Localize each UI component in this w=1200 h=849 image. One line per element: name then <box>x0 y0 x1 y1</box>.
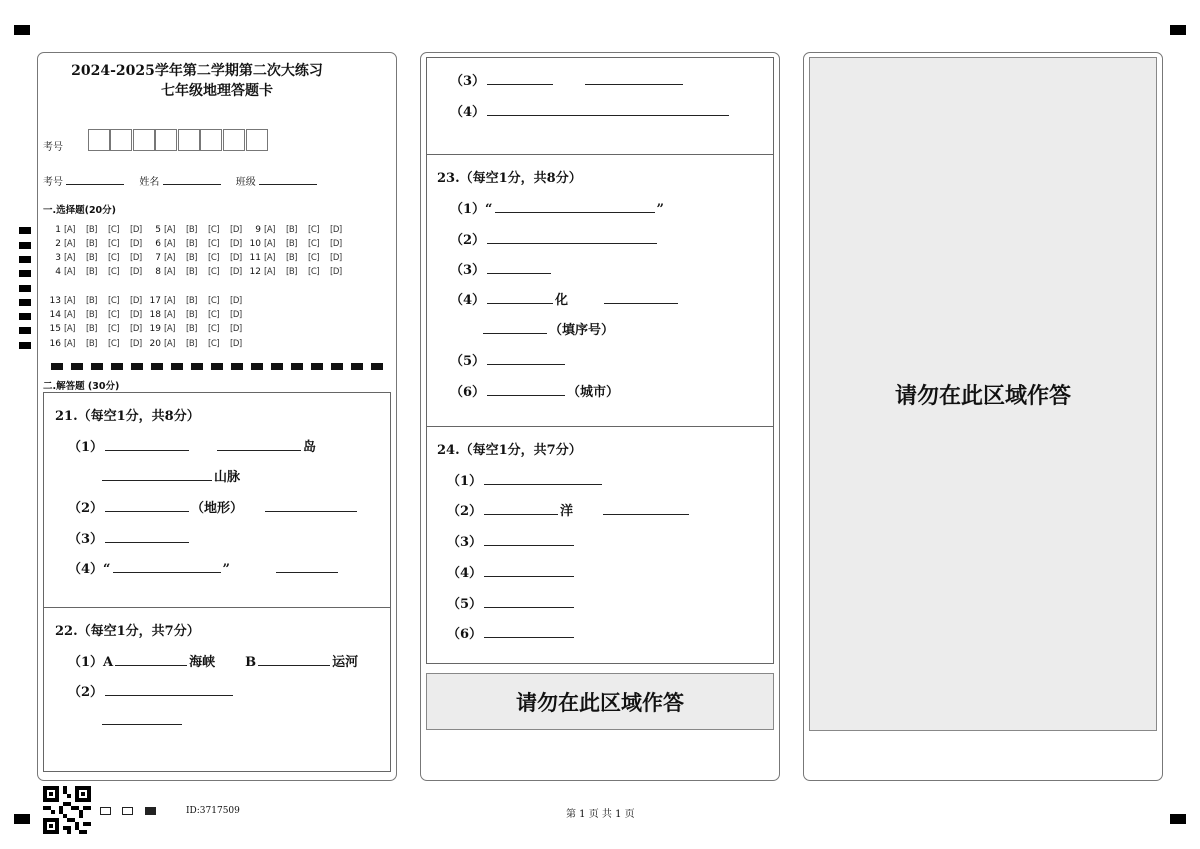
mc-question-13 <box>48 296 152 306</box>
q21-blank7[interactable] <box>113 560 221 573</box>
sheet-title-line2: 七年级地理答题卡 <box>161 83 273 99</box>
mc-option-bubble[interactable]: [A] <box>64 310 75 320</box>
footer-box-2 <box>122 807 133 815</box>
q23-row5: （5） <box>450 350 567 369</box>
qr-code-icon <box>43 786 91 834</box>
separator-dash <box>171 363 183 370</box>
q22-blank3[interactable] <box>102 712 182 725</box>
mc-option-bubble[interactable]: [C] <box>108 339 120 349</box>
corner-mark-bottom-left <box>14 814 30 824</box>
mc-option-bubble[interactable]: [A] <box>64 239 75 249</box>
mc-option-bubble[interactable]: [C] <box>308 239 320 249</box>
mc-question-number: 8 <box>155 267 161 277</box>
q23-blank1[interactable] <box>495 200 655 213</box>
mc-option-bubble[interactable]: [C] <box>208 253 220 263</box>
q21-blank1[interactable] <box>105 438 189 451</box>
footer-box-3 <box>145 807 156 815</box>
mc-question-number: 2 <box>55 239 61 249</box>
mc-option-bubble[interactable]: [B] <box>186 267 197 277</box>
mc-option-bubble[interactable]: [D] <box>230 225 242 235</box>
q24-blank7[interactable] <box>484 625 574 638</box>
q24-blank4[interactable] <box>484 533 574 546</box>
mc-option-bubble[interactable]: [C] <box>308 253 320 263</box>
q24-blank5[interactable] <box>484 564 574 577</box>
separator-dash <box>71 363 83 370</box>
mc-question-6 <box>148 239 252 249</box>
mc-option-bubble[interactable]: [B] <box>86 239 97 249</box>
q23-row4b: （填序号） <box>481 319 614 338</box>
mc-option-bubble[interactable]: [B] <box>286 239 297 249</box>
q21-blank8[interactable] <box>276 560 338 573</box>
mc-question-19 <box>148 324 252 334</box>
q24-row6: （6） <box>447 623 576 642</box>
student-info-row <box>43 172 317 188</box>
separator-dash <box>291 363 303 370</box>
q21-blank5[interactable] <box>265 499 357 512</box>
mc-question-number: 6 <box>155 239 161 249</box>
mc-option-bubble[interactable]: [D] <box>130 339 142 349</box>
mc-option-bubble[interactable]: [A] <box>164 310 175 320</box>
separator-dash <box>331 363 343 370</box>
q22-heading: 22.（每空1分，共7分） <box>55 624 200 639</box>
mc-question-14 <box>48 310 152 320</box>
q22-row1: （1）A 海峡 B 运河 <box>68 655 359 670</box>
q24-heading: 24.（每空1分，共7分） <box>437 443 582 458</box>
mc-question-number: 13 <box>49 296 61 306</box>
mc-option-bubble[interactable]: [B] <box>86 225 97 235</box>
mc-option-bubble[interactable]: [C] <box>208 239 220 249</box>
separator-dash <box>191 363 203 370</box>
mc-option-bubble[interactable]: [C] <box>108 239 120 249</box>
mc-option-bubble[interactable]: [B] <box>86 296 97 306</box>
separator-dash <box>371 363 383 370</box>
mc-option-bubble[interactable]: [C] <box>108 253 120 263</box>
mc-option-bubble[interactable]: [A] <box>164 253 175 263</box>
mc-option-bubble[interactable]: [A] <box>164 225 175 235</box>
separator-dash <box>151 363 163 370</box>
q22-blank6[interactable] <box>487 103 729 116</box>
q22-row2: （2） <box>68 681 235 700</box>
mc-option-bubble[interactable]: [C] <box>208 296 220 306</box>
q23-blank7[interactable] <box>487 352 565 365</box>
corner-mark-top-left <box>14 25 30 35</box>
mc-option-bubble[interactable]: [C] <box>208 310 220 320</box>
mc-option-bubble[interactable]: [A] <box>164 296 175 306</box>
mc-option-bubble[interactable]: [D] <box>230 296 242 306</box>
mc-option-bubble[interactable]: [C] <box>308 267 320 277</box>
exam-no-field[interactable] <box>66 172 124 185</box>
mc-option-bubble[interactable]: [B] <box>186 296 197 306</box>
mc-question-1 <box>48 225 152 235</box>
mc-option-bubble[interactable]: [D] <box>230 267 242 277</box>
mc-question-5 <box>148 225 252 235</box>
sheet-title-line1: 2024-2025学年第二学期第二次大练习 <box>71 63 323 79</box>
mc-option-bubble[interactable]: [D] <box>230 253 242 263</box>
q23-blank3[interactable] <box>487 261 551 274</box>
q22-row4: （4） <box>450 101 731 120</box>
mc-question-2 <box>48 239 152 249</box>
mc-option-bubble[interactable]: [A] <box>264 239 275 249</box>
q23-heading: 23.（每空1分，共8分） <box>437 171 582 186</box>
q23-row1: （1）“ ” <box>450 202 665 217</box>
mc-option-bubble[interactable]: [C] <box>208 324 220 334</box>
name-field[interactable] <box>163 172 221 185</box>
mc-option-bubble[interactable]: [A] <box>164 267 175 277</box>
mc-option-bubble[interactable]: [B] <box>186 253 197 263</box>
mc-option-bubble[interactable]: [A] <box>164 339 175 349</box>
mc-question-number: 10 <box>249 239 261 249</box>
separator-dash <box>351 363 363 370</box>
mc-option-bubble[interactable]: [A] <box>64 339 75 349</box>
mc-option-bubble[interactable]: [A] <box>264 267 275 277</box>
mc-option-bubble[interactable]: [D] <box>130 239 142 249</box>
section2-title: 二.解答题 (30分) <box>43 381 120 392</box>
q23-blank8[interactable] <box>487 383 565 396</box>
separator-dash <box>311 363 323 370</box>
mc-option-bubble[interactable]: [D] <box>330 239 342 249</box>
mc-question-number: 9 <box>255 225 261 235</box>
mc-question-4 <box>48 267 152 277</box>
q21-blank4[interactable] <box>105 499 189 512</box>
separator-dash <box>51 363 63 370</box>
mc-option-bubble[interactable]: [B] <box>286 253 297 263</box>
mc-question-3 <box>48 253 152 263</box>
mc-option-bubble[interactable]: [A] <box>264 253 275 263</box>
mc-question-11 <box>248 253 352 263</box>
mc-option-bubble[interactable]: [B] <box>186 339 197 349</box>
mc-question-number: 19 <box>149 324 161 334</box>
mc-option-bubble[interactable]: [B] <box>186 310 197 320</box>
q21-blank6[interactable] <box>105 530 189 543</box>
mc-option-bubble[interactable]: [D] <box>130 267 142 277</box>
mc-question-number: 14 <box>49 310 61 320</box>
mc-question-20 <box>148 339 252 349</box>
mc-question-number: 12 <box>249 267 261 277</box>
mc-option-bubble[interactable]: [B] <box>186 225 197 235</box>
mc-option-bubble[interactable]: [D] <box>130 310 142 320</box>
no-answer-area-right: 请勿在此区域作答 <box>809 57 1157 731</box>
mc-option-bubble[interactable]: [D] <box>230 310 242 320</box>
mc-option-bubble[interactable]: [B] <box>86 324 97 334</box>
mc-option-bubble[interactable]: [B] <box>286 267 297 277</box>
separator-dash <box>251 363 263 370</box>
q23-row6: （6） （城市） <box>450 385 620 400</box>
q22-blank4[interactable] <box>487 72 553 85</box>
q21-row2: （2） （地形） <box>68 497 359 516</box>
mc-option-bubble[interactable]: [B] <box>86 267 97 277</box>
q21-row4: （4）“ ” <box>68 558 340 577</box>
mc-question-17 <box>148 296 252 306</box>
q23-blank4[interactable] <box>487 291 553 304</box>
q21-blank3[interactable] <box>102 468 212 481</box>
footer-box-1 <box>100 807 111 815</box>
mc-option-bubble[interactable]: [C] <box>208 225 220 235</box>
mc-option-bubble[interactable]: [B] <box>186 324 197 334</box>
mc-option-bubble[interactable]: [C] <box>108 310 120 320</box>
mc-option-bubble[interactable]: [D] <box>130 324 142 334</box>
class-field[interactable] <box>259 172 317 185</box>
mc-question-8 <box>148 267 252 277</box>
q24-row3: （3） <box>447 531 576 550</box>
q24-blank6[interactable] <box>484 595 574 608</box>
q21-row3: （3） <box>68 528 191 547</box>
mc-option-bubble[interactable]: [D] <box>230 324 242 334</box>
mc-question-15 <box>48 324 152 334</box>
mc-question-number: 7 <box>155 253 161 263</box>
q24-blank2[interactable] <box>484 502 558 515</box>
q23-blank6[interactable] <box>483 321 547 334</box>
corner-mark-bottom-right <box>1170 814 1186 824</box>
mc-option-bubble[interactable]: [D] <box>330 267 342 277</box>
mc-option-bubble[interactable]: [B] <box>86 310 97 320</box>
separator-dash <box>91 363 103 370</box>
mc-question-9 <box>248 225 352 235</box>
separator-dash <box>211 363 223 370</box>
mc-question-7 <box>148 253 252 263</box>
mc-option-bubble[interactable]: [C] <box>208 267 220 277</box>
q23-blank5[interactable] <box>604 291 678 304</box>
mc-question-number: 4 <box>55 267 61 277</box>
q21-row1b: 山脉 <box>100 466 240 485</box>
mc-option-bubble[interactable]: [A] <box>64 296 75 306</box>
mc-question-number: 17 <box>149 296 161 306</box>
q21-blank2[interactable] <box>217 438 301 451</box>
mc-option-bubble[interactable]: [A] <box>64 324 75 334</box>
no-answer-area-middle: 请勿在此区域作答 <box>426 673 774 730</box>
exam-no-label-2: 考号 <box>43 177 63 188</box>
mc-option-bubble[interactable]: [D] <box>130 296 142 306</box>
mc-option-bubble[interactable]: [A] <box>64 267 75 277</box>
mc-question-number: 20 <box>149 339 161 349</box>
mc-question-number: 3 <box>55 253 61 263</box>
corner-mark-top-right <box>1170 25 1186 35</box>
q24-row5: （5） <box>447 593 576 612</box>
mc-question-12 <box>248 267 352 277</box>
mc-option-bubble[interactable]: [C] <box>108 267 120 277</box>
mc-option-bubble[interactable]: [C] <box>308 225 320 235</box>
q22-blank-a[interactable] <box>115 653 187 666</box>
exam-no-label: 考号 <box>43 142 63 153</box>
mc-option-bubble[interactable]: [A] <box>264 225 275 235</box>
mc-option-bubble[interactable]: [D] <box>230 339 242 349</box>
mc-option-bubble[interactable]: [B] <box>86 339 97 349</box>
mc-option-bubble[interactable]: [A] <box>164 324 175 334</box>
mc-option-bubble[interactable]: [B] <box>86 253 97 263</box>
separator-dash <box>231 363 243 370</box>
mc-option-bubble[interactable]: [C] <box>108 324 120 334</box>
separator-dash <box>131 363 143 370</box>
mc-question-number: 11 <box>249 253 261 263</box>
mc-question-number: 18 <box>149 310 161 320</box>
mc-option-bubble[interactable]: [C] <box>108 225 120 235</box>
q22-blank2[interactable] <box>105 683 233 696</box>
q24-blank1[interactable] <box>484 472 602 485</box>
mc-question-number: 15 <box>49 324 61 334</box>
footer-page-number: 第 1 页 共 1 页 <box>566 809 635 820</box>
q23-blank2[interactable] <box>487 231 657 244</box>
mc-option-bubble[interactable]: [A] <box>64 225 75 235</box>
name-label: 姓名 <box>139 177 160 188</box>
mc-option-bubble[interactable]: [D] <box>130 253 142 263</box>
q24-blank3[interactable] <box>603 502 689 515</box>
q22-blank-b[interactable] <box>258 653 330 666</box>
q24-row4: （4） <box>447 562 576 581</box>
mc-option-bubble[interactable]: [B] <box>186 239 197 249</box>
q23-row3: （3） <box>450 259 553 278</box>
class-label: 班级 <box>235 177 256 188</box>
q24-row1: （1） <box>447 470 604 489</box>
q22-row2b <box>100 712 184 729</box>
mc-question-number: 1 <box>55 225 61 235</box>
q23-row2: （2） <box>450 229 659 248</box>
separator-dash <box>271 363 283 370</box>
section1-title: 一.选择题(20分) <box>43 205 117 216</box>
q23-row4: （4） 化 <box>450 289 680 308</box>
mc-option-bubble[interactable]: [D] <box>230 239 242 249</box>
q22-row3: （3） <box>450 70 685 89</box>
mc-option-bubble[interactable]: [D] <box>330 225 342 235</box>
mc-question-18 <box>148 310 252 320</box>
mc-option-bubble[interactable]: [A] <box>164 239 175 249</box>
q21-row1: （1） 岛 <box>68 440 317 455</box>
mc-option-bubble[interactable]: [C] <box>108 296 120 306</box>
q24-row2: （2） 洋 <box>447 500 691 519</box>
mc-question-10 <box>248 239 352 249</box>
mc-question-16 <box>48 339 152 349</box>
mc-question-number: 16 <box>49 339 61 349</box>
separator-dash <box>111 363 123 370</box>
q21-heading: 21.（每空1分，共8分） <box>55 409 200 424</box>
mc-question-number: 5 <box>155 225 161 235</box>
mc-option-bubble[interactable]: [D] <box>130 225 142 235</box>
mc-option-bubble[interactable]: [D] <box>330 253 342 263</box>
mc-option-bubble[interactable]: [B] <box>286 225 297 235</box>
mc-option-bubble[interactable]: [A] <box>64 253 75 263</box>
q22-blank5[interactable] <box>585 72 683 85</box>
mc-option-bubble[interactable]: [C] <box>208 339 220 349</box>
footer-id: ID:3717509 <box>186 806 240 816</box>
